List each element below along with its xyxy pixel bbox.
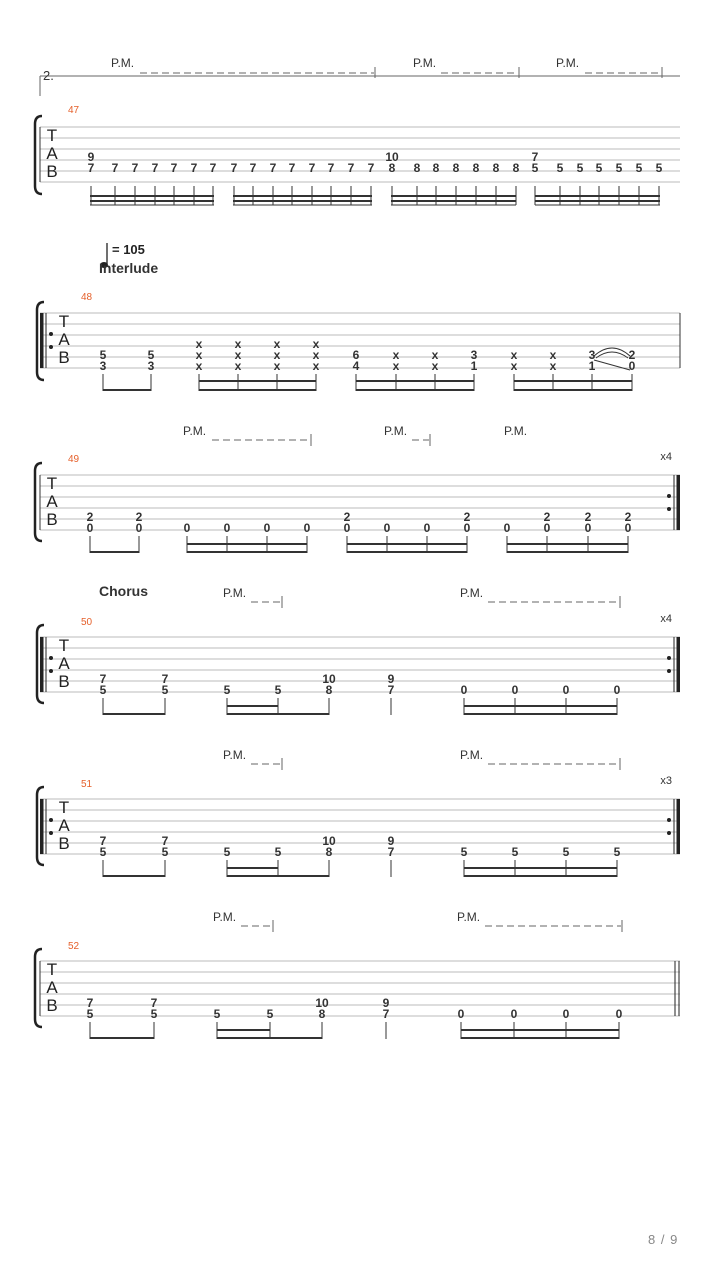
tab-system-50 <box>37 613 680 715</box>
palm-mute-label: P.M. <box>213 910 237 924</box>
palm-mute-row-50 <box>223 586 620 608</box>
fret-number: 2 <box>624 510 632 524</box>
fret-number: 7 <box>209 161 217 175</box>
fret-number: 7 <box>190 161 198 175</box>
section-label-interlude: Interlude <box>99 260 159 276</box>
tempo-value: = 105 <box>112 242 145 257</box>
palm-mute-label: P.M. <box>223 748 247 762</box>
fret-number: 8 <box>325 683 333 697</box>
fret-number: 7 <box>288 161 296 175</box>
fret-number: 2 <box>543 510 551 524</box>
palm-mute-row-top <box>111 56 662 78</box>
tab-system-47 <box>35 105 680 205</box>
dead-note: x <box>195 337 203 351</box>
palm-mute-row-49 <box>183 424 527 446</box>
fret-number: 5 <box>161 845 169 859</box>
fret-number: 7 <box>161 672 169 686</box>
bar-number: 50 <box>81 617 93 628</box>
dead-note: x <box>273 337 281 351</box>
fret-number: 0 <box>343 521 351 535</box>
fret-number: 0 <box>383 521 391 535</box>
svg-text:T: T <box>46 960 58 979</box>
section-label-chorus: Chorus <box>99 583 148 599</box>
svg-text:A: A <box>58 654 70 673</box>
fret-number: 7 <box>387 683 395 697</box>
tab-clef <box>46 960 58 1015</box>
repeat-count: x4 <box>660 451 672 463</box>
svg-text:B: B <box>46 996 58 1015</box>
fret-number: 2 <box>463 510 471 524</box>
fret-number: 0 <box>460 683 468 697</box>
fret-number: 7 <box>151 161 159 175</box>
dead-note: x <box>195 359 203 373</box>
repeat-start-sign <box>40 799 53 854</box>
dead-note: x <box>549 348 557 362</box>
dead-note: x <box>312 359 320 373</box>
fret-number: 0 <box>510 1007 518 1021</box>
fret-number: 5 <box>274 845 282 859</box>
fret-number: 9 <box>382 996 390 1010</box>
svg-text:T: T <box>58 798 70 817</box>
fret-number: 8 <box>492 161 500 175</box>
fret-number: 0 <box>303 521 311 535</box>
fret-number: 0 <box>615 1007 623 1021</box>
fret-number: 5 <box>150 1007 158 1021</box>
svg-text:A: A <box>46 492 58 511</box>
fret-number: 0 <box>223 521 231 535</box>
dead-note: x <box>234 348 242 362</box>
tab-clef <box>46 474 58 529</box>
fret-number: 7 <box>269 161 277 175</box>
fret-number: 0 <box>183 521 191 535</box>
fret-number: 7 <box>170 161 178 175</box>
fret-number: 5 <box>99 348 107 362</box>
bar-number: 48 <box>81 292 93 303</box>
palm-mute-label: P.M. <box>556 56 580 70</box>
fret-number: 2 <box>135 510 143 524</box>
repeat-end-sign <box>667 475 680 530</box>
fret-number: 8 <box>388 161 396 175</box>
fret-number: 0 <box>628 359 636 373</box>
fret-number: 7 <box>86 996 94 1010</box>
palm-mute-row-52 <box>213 910 622 932</box>
fret-number: 5 <box>511 845 519 859</box>
palm-mute-label: P.M. <box>384 424 408 438</box>
fret-number: 2 <box>628 348 636 362</box>
bar-number: 52 <box>68 941 80 952</box>
fret-number: 5 <box>266 1007 274 1021</box>
repeat-end-sign <box>667 799 680 854</box>
svg-text:T: T <box>46 474 58 493</box>
svg-text:B: B <box>46 510 58 529</box>
dead-note: x <box>431 359 439 373</box>
fret-number: 0 <box>562 1007 570 1021</box>
dead-note: x <box>431 348 439 362</box>
palm-mute-label: P.M. <box>413 56 437 70</box>
palm-mute-row-51 <box>223 748 620 770</box>
dead-note: x <box>510 359 518 373</box>
dead-note: x <box>273 359 281 373</box>
repeat-end-sign <box>667 637 680 692</box>
dead-note: x <box>312 337 320 351</box>
repeat-start-sign <box>40 313 53 368</box>
repeat-count: x3 <box>660 775 672 787</box>
fret-number: 5 <box>635 161 643 175</box>
fret-number: 0 <box>624 521 632 535</box>
fret-number: 0 <box>562 683 570 697</box>
dead-note: x <box>312 348 320 362</box>
fret-number: 0 <box>86 521 94 535</box>
fret-number: 3 <box>99 359 107 373</box>
repeat-count: x4 <box>660 613 672 625</box>
svg-text:B: B <box>58 672 70 691</box>
fret-number: 5 <box>161 683 169 697</box>
fret-number: 3 <box>470 348 478 362</box>
dead-note: x <box>195 348 203 362</box>
fret-number: 5 <box>460 845 468 859</box>
fret-number: 7 <box>249 161 257 175</box>
palm-mute-label: P.M. <box>504 424 528 438</box>
volta-bracket <box>40 68 680 96</box>
fret-number: 0 <box>263 521 271 535</box>
svg-text:A: A <box>46 978 58 997</box>
tab-clef <box>58 312 70 367</box>
fret-number: 1 <box>588 359 596 373</box>
fret-number: 7 <box>99 672 107 686</box>
fret-number: 7 <box>150 996 158 1010</box>
svg-text:T: T <box>46 126 58 145</box>
fret-number: 3 <box>147 359 155 373</box>
fret-number: 10 <box>322 834 336 848</box>
tab-system-51 <box>37 775 680 877</box>
fret-number: 9 <box>387 672 395 686</box>
svg-text:B: B <box>58 834 70 853</box>
bar-number: 49 <box>68 454 80 465</box>
fret-number: 7 <box>99 834 107 848</box>
page-number: 8 / 9 <box>648 1232 679 1247</box>
fret-number: 5 <box>562 845 570 859</box>
fret-number: 5 <box>576 161 584 175</box>
tab-system-48 <box>37 292 680 391</box>
fret-number: 5 <box>223 845 231 859</box>
fret-number: 0 <box>511 683 519 697</box>
dead-note: x <box>510 348 518 362</box>
dead-note: x <box>234 359 242 373</box>
fret-number: 5 <box>99 683 107 697</box>
slur-mark <box>594 348 630 370</box>
fret-number: 7 <box>87 161 95 175</box>
svg-text:A: A <box>58 816 70 835</box>
palm-mute-label: P.M. <box>183 424 207 438</box>
fret-number: 8 <box>413 161 421 175</box>
fret-number: 8 <box>472 161 480 175</box>
repeat-start-sign <box>40 637 53 692</box>
fret-number: 7 <box>327 161 335 175</box>
fret-number: 8 <box>452 161 460 175</box>
dead-note: x <box>392 359 400 373</box>
fret-number: 5 <box>615 161 623 175</box>
tab-system-49 <box>35 451 680 553</box>
fret-number: 7 <box>308 161 316 175</box>
fret-number: 5 <box>531 161 539 175</box>
fret-number: 0 <box>135 521 143 535</box>
fret-number: 8 <box>512 161 520 175</box>
fret-number: 0 <box>463 521 471 535</box>
fret-number: 7 <box>347 161 355 175</box>
svg-text:T: T <box>58 636 70 655</box>
fret-number: 6 <box>352 348 360 362</box>
fret-number: 10 <box>315 996 329 1010</box>
fret-number: 5 <box>86 1007 94 1021</box>
palm-mute-label: P.M. <box>111 56 135 70</box>
fret-number: 8 <box>432 161 440 175</box>
dead-note: x <box>234 337 242 351</box>
fret-number: 2 <box>343 510 351 524</box>
fret-number: 10 <box>322 672 336 686</box>
dead-note: x <box>392 348 400 362</box>
fret-number: 0 <box>613 683 621 697</box>
fret-number: 4 <box>352 359 360 373</box>
dead-note: x <box>549 359 557 373</box>
fret-number: 5 <box>223 683 231 697</box>
tab-clef <box>46 126 58 181</box>
palm-mute-label: P.M. <box>460 586 484 600</box>
fret-number: 7 <box>230 161 238 175</box>
fret-number: 5 <box>613 845 621 859</box>
fret-number: 7 <box>531 150 539 164</box>
fret-number: 1 <box>470 359 478 373</box>
fret-number: 10 <box>385 150 399 164</box>
fret-number: 5 <box>595 161 603 175</box>
fret-number: 2 <box>584 510 592 524</box>
fret-number: 5 <box>655 161 663 175</box>
fret-number: 9 <box>87 150 95 164</box>
fret-number: 5 <box>213 1007 221 1021</box>
fret-number: 7 <box>367 161 375 175</box>
tab-clef <box>58 636 70 691</box>
palm-mute-label: P.M. <box>223 586 247 600</box>
palm-mute-label: P.M. <box>460 748 484 762</box>
fret-number: 5 <box>556 161 564 175</box>
tab-clef <box>58 798 70 853</box>
svg-text:B: B <box>46 162 58 181</box>
fret-number: 5 <box>274 683 282 697</box>
fret-number: 0 <box>457 1007 465 1021</box>
fret-number: 8 <box>318 1007 326 1021</box>
bar-number: 47 <box>68 105 80 116</box>
svg-text:T: T <box>58 312 70 331</box>
volta-label: 2. <box>43 68 54 83</box>
fret-number: 7 <box>111 161 119 175</box>
svg-text:B: B <box>58 348 70 367</box>
fret-number: 5 <box>147 348 155 362</box>
fret-number: 0 <box>503 521 511 535</box>
fret-number: 7 <box>131 161 139 175</box>
tab-system-52 <box>35 941 680 1039</box>
fret-number: 9 <box>387 834 395 848</box>
fret-number: 0 <box>423 521 431 535</box>
fret-number: 7 <box>382 1007 390 1021</box>
dead-note: x <box>273 348 281 362</box>
bar-number: 51 <box>81 779 93 790</box>
svg-text:A: A <box>58 330 70 349</box>
fret-number: 5 <box>99 845 107 859</box>
svg-text:A: A <box>46 144 58 163</box>
fret-number: 0 <box>543 521 551 535</box>
fret-number: 7 <box>161 834 169 848</box>
fret-number: 2 <box>86 510 94 524</box>
final-barline <box>675 961 679 1016</box>
palm-mute-label: P.M. <box>457 910 481 924</box>
fret-number: 7 <box>387 845 395 859</box>
fret-number: 3 <box>588 348 596 362</box>
fret-number: 0 <box>584 521 592 535</box>
beams <box>90 196 660 201</box>
fret-number: 8 <box>325 845 333 859</box>
